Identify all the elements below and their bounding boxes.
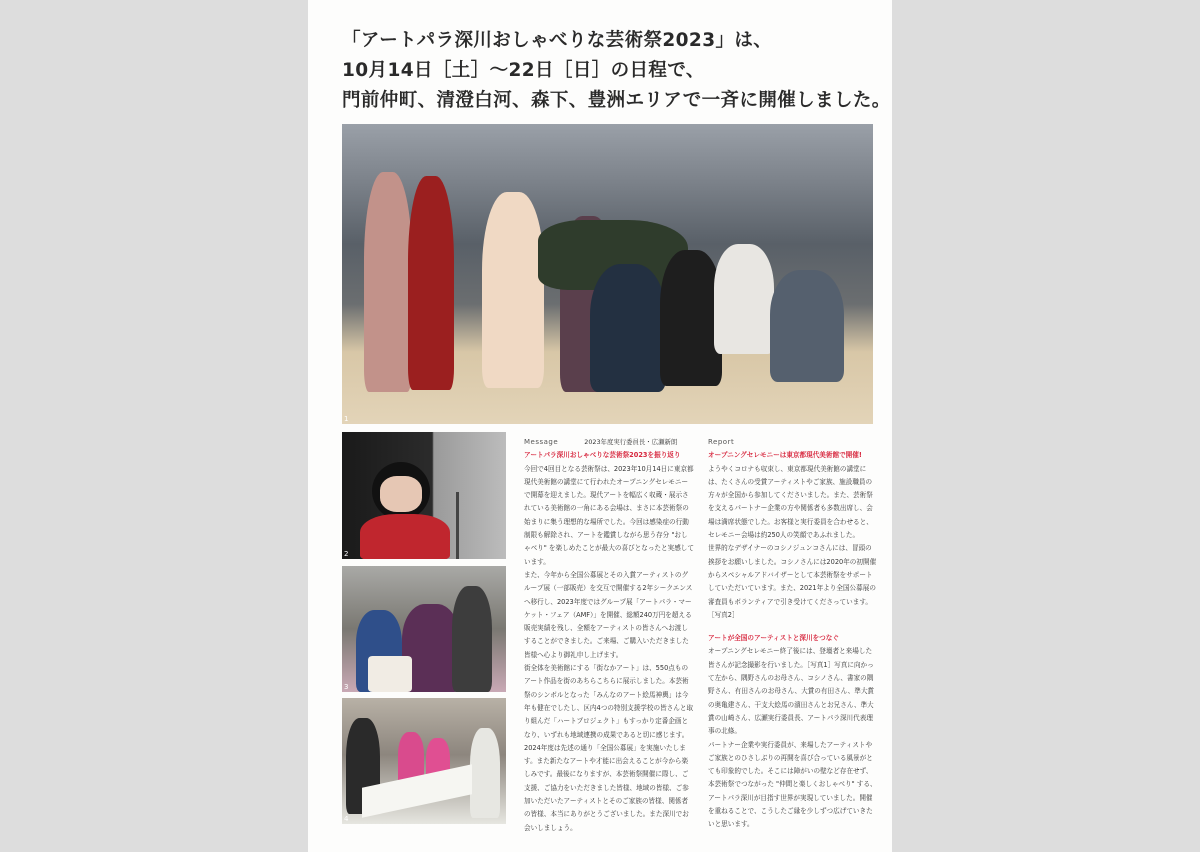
photo-number: 3	[344, 683, 349, 691]
report-paragraph: パートナー企業や実行委員が、来場したアーティストやご家族とのひさしぶりの再開を喜び合っている風景がとても印象的でした。そこには障がいの壁など存在せず、本芸術祭でつながった "仲間と楽しくおしゃべり" する、アートパラ深川が目指す世界が実現していました。開催を重ねることで、こうしたご縁を少しずつ広げていきたいと思います。	[708, 740, 877, 829]
report-column	[708, 436, 878, 832]
photo-group-ceremony	[342, 124, 873, 424]
photo-number: 4	[344, 815, 349, 823]
report-heading-1: オープニングセレモニーは東京都現代美術館で開催!	[708, 451, 862, 460]
magazine-page	[308, 0, 892, 852]
message-heading: アートパラ深川おしゃべりな芸術祭2023を振り返り	[524, 451, 681, 460]
headline-line-1: 「アートパラ深川おしゃべりな芸術祭2023」は、	[342, 30, 773, 51]
report-heading-2: アートが全国のアーティストと深川をつなぐ	[708, 634, 839, 643]
message-paragraph: 今回で4回目となる芸術祭は、2023年10月14日に東京都現代美術館の講堂にて行われたオープニングセレモニーで開幕を迎えました。現代アートを幅広く収蔵・展示されている美術館の一角にある会場は、まさに本芸術祭の始まりに集う理想的な場所でした。今回は感染症の行動制限も解除され、アートを鑑賞しながら思う存分 "おしゃべり" を楽しめたことが最大の喜びとなったと実感しています。	[524, 464, 694, 566]
headline-line-3: 門前仲町、清澄白河、森下、豊洲エリアで一斉に開催しました。	[342, 90, 891, 111]
report-paragraph: ようやくコロナも収束し、東京都現代美術館の講堂には、たくさんの受賞アーティストやご家族、施設職員の方々が全国から参加してくださいました。また、芸術祭を支えるパートナー企業の方や関係者も多数出席し、会場は満席状態でした。お客様と実行委員を合わせると、セレモニー会場は約250人の笑顔であふれました。	[708, 464, 873, 540]
photo-speaker	[342, 432, 506, 559]
photo-reception	[342, 698, 506, 824]
photo-number: 2	[344, 550, 349, 558]
message-column	[524, 436, 694, 835]
message-paragraph: また、今年から全国公募展とその入賞アーティストのグループ展（一部販売）を交互で開催する2年シークエンスへ移行し、2023年度ではグループ展「アートパラ・マーケット・フェア（AMF）」を開催、総額240万円を超える販売実績を残し、全額をアーティストの皆さんへお渡しすることができました。ご来場、ご購入いただきました皆様へ心より御礼申し上げます。	[524, 570, 693, 659]
headline-line-2: 10月14日［土］～22日［日］の日程で、	[342, 60, 705, 81]
report-paragraph: 世界的なデザイナーのコシノジュンコさんには、冒頭の挨拶をお願いしました。コシノさんには2020年の初開催からスペシャルアドバイザーとして本芸術祭をサポートしていただいています。また、2021年より全国公募展の審査員もボランティアで引き受けてくださっています。［写真2］	[708, 544, 877, 619]
message-paragraph: 街全体を美術館にする「街なかアート」は、550点ものアート作品を街のあちらこちらに展示しました。本芸術祭のシンボルとなった「みんなのアート絵馬神輿」は今年も健在でしたし、区内4つの特別支援学校の皆さんと取り組んだ「ハートプロジェクト」もすっかり定番企画となり、いずれも地域連携の成果であると切に感じます。	[524, 664, 694, 739]
report-label: Report	[708, 438, 735, 446]
photo-attendees	[342, 566, 506, 692]
headline	[342, 26, 891, 116]
message-paragraph: 2024年度は先述の通り「全国公募展」を実施いたします。また新たなアートや才能に出会えることが今から楽しみです。最後になりますが、本芸術祭開催に際し、ご支援、ご協力をいただきました皆様、地域の皆様、ご参加いただいたアーティストとそのご家族の皆様、関係者の皆様、本当にありがとうございました。また深川でお会いしましょう。	[524, 743, 689, 832]
report-paragraph: オープニングセレモニー終了後には、登壇者と来場した皆さんが記念撮影を行いました。［写真1］写真に向かって左から、隅野さんのお母さん、コシノさん、書家の隅野さん、有田さんのお母さん、大賞の有田さん、準大賞の奥亀建さん、干支大絵馬の濱田さんとお兄さん、準大賞の山崎さん、広瀬実行委員長、アートパラ深川代表理事の北條。	[708, 647, 875, 736]
message-byline: 2023年度実行委員長・広瀬新朗	[584, 438, 678, 446]
photo-number: 1	[344, 415, 349, 423]
message-label: Message	[524, 438, 559, 446]
